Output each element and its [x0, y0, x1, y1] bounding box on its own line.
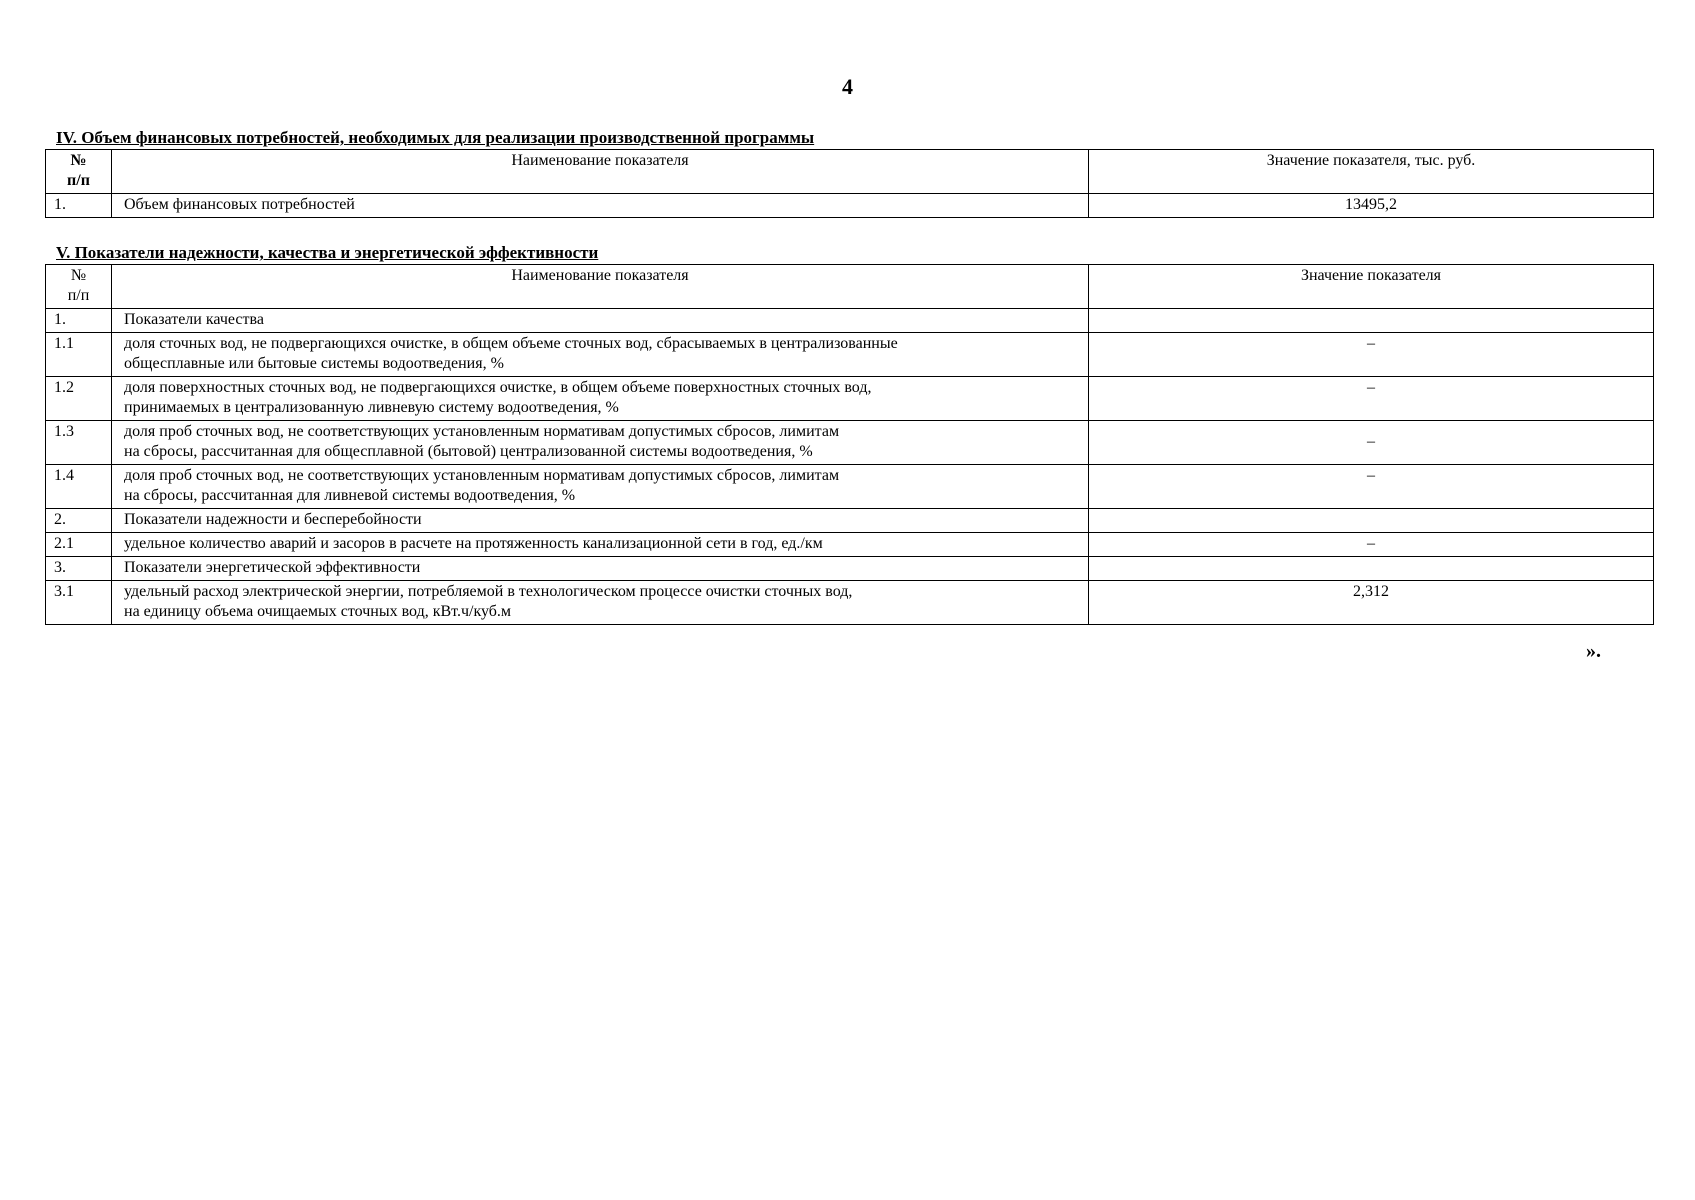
row-name: [112, 581, 1089, 625]
row-name-line1: доля сточных вод, не подвергающихся очистке, в общем объеме сточных вод, сбрасываемых в централизованные: [124, 335, 898, 352]
row-name-line1: доля проб сточных вод, не соответствующих установленным нормативам допустимых сбросов, лимитам: [124, 467, 840, 484]
table-row-group-reliability: [46, 509, 1654, 533]
row-name-line2: на сбросы, рассчитанная для общесплавной (бытовой) централизованной системы водоотведения, %: [124, 443, 813, 460]
row-num: 1.: [46, 309, 112, 333]
table-row: [46, 333, 1654, 377]
table-header-row: [46, 150, 1654, 194]
table-row: [46, 377, 1654, 421]
table-row-group-quality: [46, 309, 1654, 333]
row-name-line2: на сбросы, рассчитанная для ливневой системы водоотведения, %: [124, 487, 576, 504]
row-value: –: [1089, 465, 1654, 509]
row-name: [112, 333, 1089, 377]
row-name-line2: принимаемых в централизованную ливневую систему водоотведения, %: [124, 399, 619, 416]
page-number: 4: [842, 74, 853, 99]
section-4-title: IV. Объем финансовых потребностей, необходимых для реализации производственной программы: [56, 128, 815, 147]
row-num: 1.4: [46, 465, 112, 509]
row-num: 3.1: [46, 581, 112, 625]
row-name: Показатели энергетической эффективности: [112, 557, 1089, 581]
row-name-line2: общесплавные или бытовые системы водоотведения, %: [124, 355, 504, 372]
row-num: 3.: [46, 557, 112, 581]
row-num: 1.3: [46, 421, 112, 465]
row-value: –: [1089, 533, 1654, 557]
row-value: [1089, 509, 1654, 533]
header-name: Наименование показателя: [112, 150, 1089, 194]
header-num: [46, 265, 112, 309]
header-name: Наименование показателя: [112, 265, 1089, 309]
header-num-line1: №: [70, 152, 87, 169]
table-row: [46, 421, 1654, 465]
table-header-row: [46, 265, 1654, 309]
row-name-line1: удельный расход электрической энергии, потребляемой в технологическом процессе очистки сточных вод,: [124, 583, 853, 600]
row-name-line2: на единицу объема очищаемых сточных вод, кВт.ч/куб.м: [124, 603, 512, 620]
row-name: Объем финансовых потребностей: [112, 194, 1089, 218]
table-row: [46, 194, 1654, 218]
row-name-line1: доля проб сточных вод, не соответствующих установленным нормативам допустимых сбросов, лимитам: [124, 423, 840, 440]
row-name: Показатели качества: [112, 309, 1089, 333]
table-row-group-energy: [46, 557, 1654, 581]
row-name: [112, 377, 1089, 421]
table-row: [46, 465, 1654, 509]
header-num-line1: №: [70, 267, 87, 284]
row-value: 13495,2: [1089, 194, 1654, 218]
financial-needs-table: [45, 149, 1654, 218]
section-5-title: V. Показатели надежности, качества и энергетической эффективности: [56, 243, 599, 262]
row-name: Показатели надежности и бесперебойности: [112, 509, 1089, 533]
indicators-table: [45, 264, 1654, 625]
row-num: 2.1: [46, 533, 112, 557]
header-value: Значение показателя, тыс. руб.: [1089, 150, 1654, 194]
header-num-line2: п/п: [67, 287, 90, 304]
row-num: 1.: [46, 194, 112, 218]
row-value: 2,312: [1089, 581, 1654, 625]
table-row: [46, 533, 1654, 557]
header-value: Значение показателя: [1089, 265, 1654, 309]
closing-quote: ».: [1586, 640, 1601, 662]
row-name: удельное количество аварий и засоров в расчете на протяженность канализационной сети в год, ед./км: [112, 533, 1089, 557]
row-name: [112, 465, 1089, 509]
table-row: [46, 581, 1654, 625]
row-value: –: [1089, 421, 1654, 465]
row-name: [112, 421, 1089, 465]
header-num: [46, 150, 112, 194]
row-value: –: [1089, 377, 1654, 421]
row-name-line1: доля поверхностных сточных вод, не подвергающихся очистке, в общем объеме поверхностных сточных вод,: [124, 379, 872, 396]
row-value: –: [1089, 333, 1654, 377]
row-value: [1089, 557, 1654, 581]
row-value: [1089, 309, 1654, 333]
row-num: 1.1: [46, 333, 112, 377]
header-num-line2: п/п: [67, 172, 90, 189]
row-num: 1.2: [46, 377, 112, 421]
row-num: 2.: [46, 509, 112, 533]
